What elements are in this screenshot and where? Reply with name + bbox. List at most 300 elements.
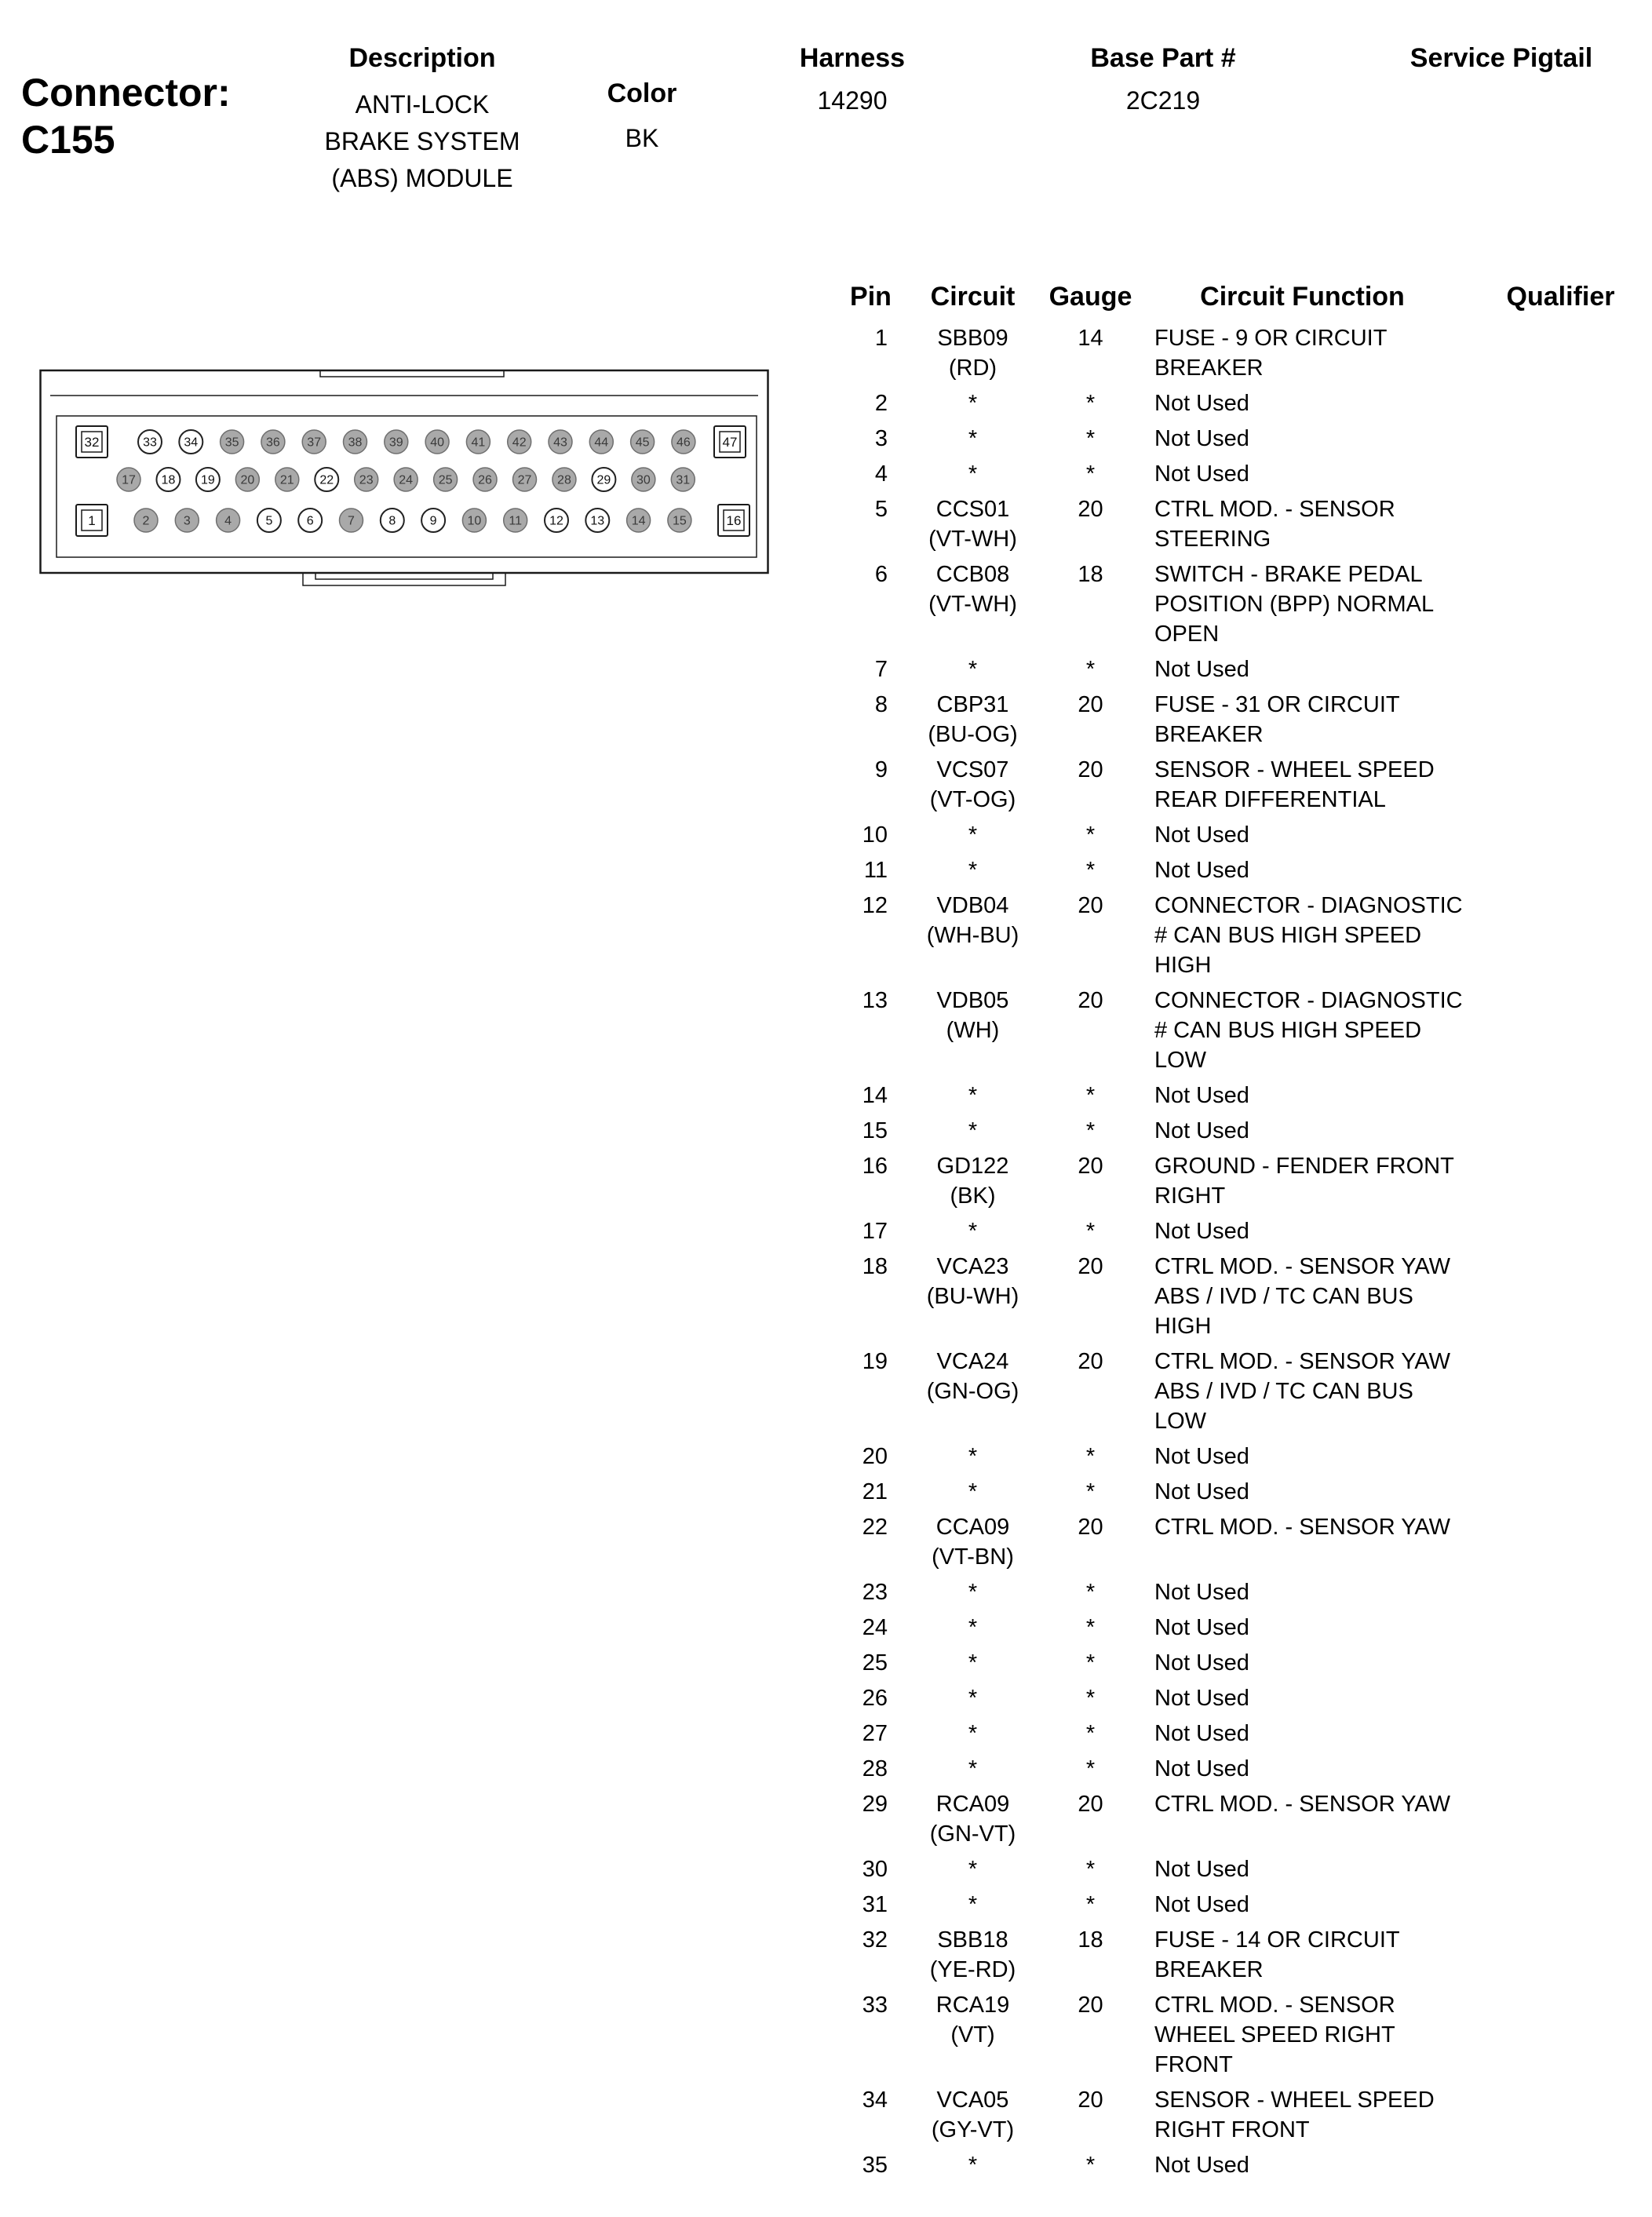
- pin-row-32: [841, 1925, 1652, 1990]
- circuit-cell: [900, 1116, 1045, 1146]
- circuit-color: (WH-BU): [926, 923, 1019, 948]
- circuit-code: *: [968, 657, 978, 682]
- pin-number: 11: [863, 858, 888, 883]
- gauge-cell: 20: [1078, 893, 1103, 918]
- circuit-function-cell: Not Used: [1154, 461, 1249, 487]
- pin-38: [344, 430, 367, 454]
- header-pin: Pin: [850, 282, 892, 312]
- circuit-code: *: [968, 1219, 978, 1244]
- header-qualifier: Qualifier: [1506, 282, 1615, 312]
- svg-text:10: 10: [467, 514, 482, 528]
- pin-29: [592, 468, 615, 491]
- circuit-cell: [900, 891, 1045, 950]
- pin-number: 22: [862, 1515, 888, 1540]
- pin-table-body: [841, 323, 1652, 2186]
- header-gauge: Gauge: [1048, 282, 1132, 312]
- pin-number: 1: [874, 326, 888, 351]
- svg-text:31: 31: [676, 473, 691, 487]
- svg-text:47: 47: [722, 435, 738, 450]
- pin-number: 4: [874, 461, 888, 487]
- circuit-color: (GY-VT): [931, 2117, 1015, 2142]
- circuit-code: SBB18: [937, 1927, 1008, 1953]
- pin-19: [196, 468, 220, 491]
- circuit-code: *: [968, 822, 978, 848]
- circuit-function-cell: Not Used: [1154, 426, 1249, 451]
- color-value: BK: [625, 124, 659, 152]
- gauge-cell: 20: [1078, 757, 1103, 782]
- pin-row-22: [841, 1512, 1652, 1577]
- pin-2: [134, 509, 158, 532]
- pin-39: [385, 430, 408, 454]
- circuit-code: *: [968, 391, 978, 416]
- circuit-code: *: [968, 426, 978, 451]
- connector-diagram: [39, 361, 785, 596]
- pin-box-32: [76, 426, 108, 458]
- circuit-code: VCA24: [936, 1349, 1009, 1374]
- pin-number: 17: [862, 1219, 888, 1244]
- pin-9: [421, 509, 445, 532]
- gauge-cell: *: [1085, 657, 1096, 682]
- pin-box-1: [76, 505, 108, 536]
- pin-number: 5: [874, 497, 888, 522]
- svg-text:40: 40: [430, 436, 444, 450]
- pin-27: [513, 468, 537, 491]
- circuit-cell: [900, 986, 1045, 1045]
- svg-text:32: 32: [84, 435, 100, 450]
- gauge-cell: *: [1085, 1857, 1096, 1882]
- circuit-function-cell: CTRL MOD. - SENSOR WHEEL SPEED RIGHT FRONT: [1154, 1993, 1395, 2077]
- svg-text:18: 18: [161, 473, 176, 487]
- svg-text:8: 8: [388, 514, 396, 528]
- circuit-cell: [900, 1216, 1045, 1246]
- circuit-function-cell: Not Used: [1154, 657, 1249, 682]
- circuit-color: (RD): [948, 356, 997, 381]
- circuit-code: *: [968, 461, 978, 487]
- svg-text:13: 13: [590, 514, 605, 528]
- circuit-code: VDB05: [936, 988, 1009, 1013]
- circuit-function-cell: CTRL MOD. - SENSOR YAW ABS / IVD / TC CAN BUS HIGH: [1154, 1254, 1451, 1339]
- pins-layer: [76, 426, 749, 536]
- pin-24: [394, 468, 418, 491]
- gauge-cell: *: [1085, 1686, 1096, 1711]
- gauge-cell: 18: [1078, 1927, 1103, 1953]
- circuit-code: *: [968, 1083, 978, 1108]
- circuit-cell: [900, 1683, 1045, 1713]
- circuit-function-cell: Not Used: [1154, 2153, 1249, 2178]
- pin-row-1: [841, 323, 1652, 388]
- svg-text:39: 39: [388, 436, 403, 450]
- svg-text:16: 16: [726, 513, 742, 528]
- pin-row-12: [841, 891, 1652, 986]
- pin-row-4: [841, 459, 1652, 494]
- circuit-function-cell: FUSE - 31 OR CIRCUIT BREAKER: [1154, 692, 1400, 747]
- pin-28: [552, 468, 576, 491]
- circuit-color: (VT-BN): [932, 1544, 1014, 1570]
- pin-row-2: [841, 388, 1652, 424]
- circuit-function-cell: Not Used: [1154, 1721, 1249, 1746]
- pin-number: 3: [874, 426, 888, 451]
- circuit-code: VDB04: [936, 893, 1009, 918]
- circuit-code: SBB09: [937, 326, 1008, 351]
- pin-row-24: [841, 1613, 1652, 1648]
- pin-row-31: [841, 1890, 1652, 1925]
- pin-3: [175, 509, 199, 532]
- gauge-cell: *: [1085, 1892, 1096, 1917]
- circuit-function-cell: FUSE - 9 OR CIRCUIT BREAKER: [1154, 326, 1387, 381]
- svg-text:41: 41: [471, 436, 486, 450]
- circuit-cell: [900, 1512, 1045, 1572]
- circuit-cell: [900, 1347, 1045, 1406]
- svg-text:12: 12: [549, 514, 563, 528]
- pin-row-25: [841, 1648, 1652, 1683]
- svg-text:6: 6: [306, 514, 314, 528]
- gauge-cell: *: [1085, 858, 1096, 883]
- circuit-cell: [900, 2085, 1045, 2145]
- circuit-color: (GN-VT): [929, 1821, 1016, 1847]
- pin-36: [261, 430, 285, 454]
- pin-14: [627, 509, 651, 532]
- header-circuit-function: Circuit Function: [1200, 282, 1405, 312]
- circuit-code: GD122: [936, 1154, 1009, 1179]
- svg-text:1: 1: [88, 513, 96, 528]
- circuit-cell: [900, 1151, 1045, 1211]
- circuit-cell: [900, 1890, 1045, 1920]
- pin-row-30: [841, 1854, 1652, 1890]
- circuit-function-cell: CTRL MOD. - SENSOR STEERING: [1154, 497, 1395, 552]
- svg-text:42: 42: [512, 436, 527, 450]
- pin-18: [156, 468, 180, 491]
- pin-7: [340, 509, 363, 532]
- svg-text:28: 28: [557, 473, 571, 487]
- circuit-function-cell: CTRL MOD. - SENSOR YAW ABS / IVD / TC CAN BUS LOW: [1154, 1349, 1451, 1434]
- gauge-cell: 20: [1078, 497, 1103, 522]
- svg-text:38: 38: [348, 436, 363, 450]
- pin-6: [298, 509, 322, 532]
- pin-row-21: [841, 1477, 1652, 1512]
- pin-35: [221, 430, 244, 454]
- gauge-cell: 14: [1078, 326, 1103, 351]
- svg-text:27: 27: [517, 473, 532, 487]
- pin-number: 27: [862, 1721, 888, 1746]
- gauge-cell: *: [1085, 1615, 1096, 1640]
- pin-20: [235, 468, 259, 491]
- gauge-cell: *: [1085, 1118, 1096, 1143]
- circuit-code: *: [968, 1857, 978, 1882]
- svg-text:24: 24: [399, 473, 414, 487]
- circuit-function-cell: Not Used: [1154, 391, 1249, 416]
- circuit-code: *: [968, 1580, 978, 1605]
- gauge-cell: 20: [1078, 988, 1103, 1013]
- circuit-function-cell: Not Used: [1154, 1756, 1249, 1781]
- svg-text:45: 45: [635, 436, 650, 450]
- gauge-cell: *: [1085, 1083, 1096, 1108]
- pin-number: 26: [862, 1686, 888, 1711]
- gauge-cell: *: [1085, 1650, 1096, 1676]
- pin-row-28: [841, 1754, 1652, 1789]
- pin-row-29: [841, 1789, 1652, 1854]
- header-circuit: Circuit: [930, 282, 1016, 312]
- pin-37: [302, 430, 326, 454]
- pin-12: [545, 509, 568, 532]
- circuit-function-cell: SENSOR - WHEEL SPEED RIGHT FRONT: [1154, 2088, 1435, 2142]
- circuit-function-cell: Not Used: [1154, 858, 1249, 883]
- pin-number: 23: [862, 1580, 888, 1605]
- pin-4: [217, 509, 240, 532]
- pin-number: 19: [862, 1349, 888, 1374]
- pin-25: [434, 468, 458, 491]
- pin-number: 28: [862, 1756, 888, 1781]
- gauge-cell: 20: [1078, 1154, 1103, 1179]
- circuit-function-cell: Not Used: [1154, 1892, 1249, 1917]
- circuit-function-cell: Not Used: [1154, 1650, 1249, 1676]
- pin-number: 8: [874, 692, 888, 717]
- gauge-cell: 20: [1078, 1349, 1103, 1374]
- pin-number: 12: [862, 893, 888, 918]
- gauge-cell: 20: [1078, 692, 1103, 717]
- gauge-cell: *: [1085, 1756, 1096, 1781]
- pin-30: [632, 468, 655, 491]
- pin-row-33: [841, 1990, 1652, 2085]
- gauge-cell: 20: [1078, 1515, 1103, 1540]
- circuit-code: VCA05: [936, 2088, 1009, 2113]
- pin-number: 20: [862, 1444, 888, 1469]
- pin-row-35: [841, 2150, 1652, 2186]
- circuit-cell: [900, 1990, 1045, 2050]
- pin-number: 16: [862, 1154, 888, 1179]
- svg-text:3: 3: [183, 514, 191, 528]
- pin-43: [549, 430, 572, 454]
- circuit-cell: [900, 1719, 1045, 1748]
- circuit-color: (BU-OG): [928, 722, 1018, 747]
- pin-row-6: [841, 560, 1652, 655]
- pin-number: 33: [862, 1993, 888, 2018]
- circuit-cell: [900, 1854, 1045, 1884]
- harness-value: 14290: [817, 86, 888, 115]
- circuit-code: *: [968, 1756, 978, 1781]
- pin-row-17: [841, 1216, 1652, 1252]
- pin-number: 35: [862, 2153, 888, 2178]
- pin-44: [589, 430, 613, 454]
- circuit-cell: [900, 690, 1045, 749]
- pin-box-47: [714, 426, 746, 458]
- pin-number: 10: [862, 822, 888, 848]
- circuit-cell: [900, 459, 1045, 489]
- pin-number: 34: [862, 2088, 888, 2113]
- pin-box-16: [718, 505, 749, 536]
- pin-number: 21: [862, 1479, 888, 1504]
- circuit-cell: [900, 855, 1045, 885]
- circuit-code: *: [968, 1615, 978, 1640]
- pin-row-9: [841, 755, 1652, 820]
- circuit-function-cell: CONNECTOR - DIAGNOSTIC # CAN BUS HIGH SPEED LOW: [1154, 988, 1463, 1073]
- circuit-code: *: [968, 2153, 978, 2178]
- pin-number: 30: [862, 1857, 888, 1882]
- circuit-cell: [900, 1252, 1045, 1311]
- pin-40: [425, 430, 449, 454]
- svg-text:17: 17: [122, 473, 136, 487]
- circuit-cell: [900, 655, 1045, 684]
- circuit-code: *: [968, 1444, 978, 1469]
- svg-text:7: 7: [348, 514, 355, 528]
- circuit-function-cell: SWITCH - BRAKE PEDAL POSITION (BPP) NORMAL OPEN: [1154, 562, 1434, 647]
- gauge-cell: *: [1085, 1444, 1096, 1469]
- circuit-cell: [900, 1754, 1045, 1784]
- circuit-cell: [900, 323, 1045, 383]
- pin-row-26: [841, 1683, 1652, 1719]
- pin-table-header: [841, 281, 1652, 312]
- circuit-cell: [900, 424, 1045, 454]
- gauge-cell: *: [1085, 2153, 1096, 2178]
- svg-text:22: 22: [319, 473, 334, 487]
- circuit-code: *: [968, 858, 978, 883]
- svg-text:21: 21: [279, 473, 294, 487]
- svg-text:30: 30: [636, 473, 651, 487]
- svg-text:46: 46: [676, 436, 691, 450]
- circuit-function-cell: FUSE - 14 OR CIRCUIT BREAKER: [1154, 1927, 1400, 1982]
- circuit-function-cell: Not Used: [1154, 1686, 1249, 1711]
- circuit-function-cell: CONNECTOR - DIAGNOSTIC # CAN BUS HIGH SPEED HIGH: [1154, 893, 1463, 978]
- pin-21: [275, 468, 299, 491]
- circuit-color: (VT-WH): [928, 527, 1017, 552]
- base-part-value: 2C219: [1125, 86, 1201, 115]
- pin-row-18: [841, 1252, 1652, 1347]
- svg-text:25: 25: [438, 473, 453, 487]
- pin-table: [841, 281, 1652, 2186]
- svg-text:15: 15: [673, 514, 687, 528]
- svg-text:36: 36: [266, 436, 280, 450]
- pin-number: 24: [862, 1615, 888, 1640]
- svg-text:33: 33: [143, 436, 157, 450]
- pin-number: 14: [862, 1083, 888, 1108]
- circuit-function-cell: CTRL MOD. - SENSOR YAW: [1154, 1515, 1451, 1540]
- circuit-function-cell: SENSOR - WHEEL SPEED REAR DIFFERENTIAL: [1154, 757, 1435, 812]
- circuit-code: RCA19: [935, 1993, 1010, 2018]
- pin-row-7: [841, 655, 1652, 690]
- circuit-function-cell: Not Used: [1154, 1580, 1249, 1605]
- circuit-code: CCS01: [935, 497, 1010, 522]
- pin-number: 18: [862, 1254, 888, 1279]
- circuit-cell: [900, 2150, 1045, 2180]
- circuit-function-cell: GROUND - FENDER FRONT RIGHT: [1154, 1154, 1454, 1209]
- svg-text:19: 19: [201, 473, 215, 487]
- base-part-label: Base Part #: [1090, 43, 1236, 73]
- pin-number: 2: [874, 391, 888, 416]
- circuit-cell: [900, 1577, 1045, 1607]
- circuit-color: (VT): [950, 2022, 995, 2047]
- pin-23: [355, 468, 378, 491]
- pin-34: [179, 430, 202, 454]
- circuit-color: (YE-RD): [929, 1957, 1016, 1982]
- svg-text:23: 23: [359, 473, 374, 487]
- gauge-cell: *: [1085, 391, 1096, 416]
- connector-title: [21, 69, 231, 163]
- pin-number: 25: [862, 1650, 888, 1676]
- svg-text:2: 2: [142, 514, 150, 528]
- pin-row-5: [841, 494, 1652, 560]
- pin-row-8: [841, 690, 1652, 755]
- svg-text:14: 14: [631, 514, 646, 528]
- circuit-cell: [900, 1648, 1045, 1678]
- svg-text:9: 9: [429, 514, 437, 528]
- circuit-function-cell: Not Used: [1154, 1479, 1249, 1504]
- circuit-cell: [900, 1442, 1045, 1471]
- circuit-cell: [900, 820, 1045, 850]
- pin-17: [117, 468, 140, 491]
- svg-text:20: 20: [240, 473, 255, 487]
- circuit-function-cell: Not Used: [1154, 1118, 1249, 1143]
- circuit-code: *: [968, 1721, 978, 1746]
- svg-text:5: 5: [265, 514, 273, 528]
- svg-text:29: 29: [596, 473, 611, 487]
- circuit-code: CCB08: [935, 562, 1010, 587]
- pin-row-20: [841, 1442, 1652, 1477]
- gauge-cell: 20: [1078, 2088, 1103, 2113]
- circuit-code: *: [968, 1118, 978, 1143]
- gauge-cell: *: [1085, 822, 1096, 848]
- circuit-color: (VT-WH): [928, 592, 1017, 617]
- pin-number: 13: [862, 988, 888, 1013]
- pin-10: [462, 509, 486, 532]
- circuit-code: VCA23: [936, 1254, 1009, 1279]
- svg-text:34: 34: [184, 436, 199, 450]
- pin-22: [315, 468, 338, 491]
- svg-text:26: 26: [478, 473, 492, 487]
- circuit-color: (BK): [950, 1183, 996, 1209]
- pin-row-10: [841, 820, 1652, 855]
- circuit-color: (WH): [946, 1018, 1000, 1043]
- gauge-cell: *: [1085, 1721, 1096, 1746]
- gauge-cell: 18: [1078, 562, 1103, 587]
- description-text: ANTI-LOCK BRAKE SYSTEM (ABS) MODULE: [324, 90, 520, 193]
- pin-5: [257, 509, 281, 532]
- circuit-color: (VT-OG): [929, 787, 1016, 812]
- pin-number: 6: [874, 562, 888, 587]
- circuit-cell: [900, 388, 1045, 418]
- gauge-cell: *: [1085, 461, 1096, 487]
- circuit-function-cell: Not Used: [1154, 1083, 1249, 1108]
- circuit-code: *: [968, 1650, 978, 1676]
- pin-31: [671, 468, 695, 491]
- pin-row-16: [841, 1151, 1652, 1216]
- circuit-color: (GN-OG): [926, 1379, 1019, 1404]
- pin-number: 32: [862, 1927, 888, 1953]
- pin-41: [466, 430, 490, 454]
- gauge-cell: *: [1085, 1219, 1096, 1244]
- pin-45: [631, 430, 655, 454]
- circuit-color: (BU-WH): [926, 1284, 1019, 1309]
- svg-text:35: 35: [224, 436, 239, 450]
- circuit-cell: [900, 1789, 1045, 1849]
- pin-row-19: [841, 1347, 1652, 1442]
- gauge-cell: 20: [1078, 1993, 1103, 2018]
- gauge-cell: *: [1085, 1479, 1096, 1504]
- pin-42: [508, 430, 531, 454]
- pin-33: [138, 430, 162, 454]
- circuit-code: CBP31: [936, 692, 1009, 717]
- gauge-cell: 20: [1078, 1792, 1103, 1817]
- pin-row-23: [841, 1577, 1652, 1613]
- circuit-cell: [900, 755, 1045, 815]
- circuit-code: RCA09: [935, 1792, 1010, 1817]
- pin-11: [504, 509, 527, 532]
- svg-text:37: 37: [307, 436, 322, 450]
- pin-26: [473, 468, 497, 491]
- gauge-cell: *: [1085, 1580, 1096, 1605]
- circuit-function-cell: Not Used: [1154, 822, 1249, 848]
- circuit-function-cell: Not Used: [1154, 1444, 1249, 1469]
- gauge-cell: *: [1085, 426, 1096, 451]
- svg-text:4: 4: [224, 514, 232, 528]
